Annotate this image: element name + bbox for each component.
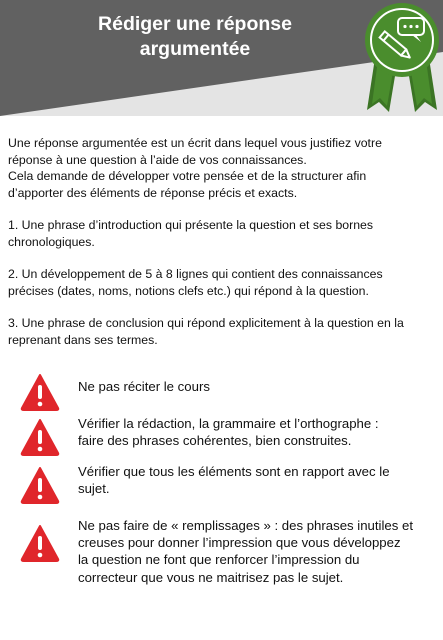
text-line: reprenant dans ses termes.: [8, 332, 158, 347]
text-line: 3. Une phrase de conclusion qui répond explicitement à la question en la: [8, 316, 404, 330]
text-line: Vérifier la rédaction, la grammaire et l’orthographe :: [78, 416, 379, 431]
text-line: creuses pour donner l’impression que vous développez: [78, 535, 401, 551]
text-line: la question ne font que renforcer l’impression du: [78, 552, 360, 568]
page-title: [60, 12, 330, 62]
warning-triangle-icon: [20, 418, 60, 456]
warning-text: [78, 378, 438, 395]
text-line: précises (dates, noms, notions clefs etc.) qui répond à la question.: [8, 283, 369, 298]
intro-text: [8, 135, 438, 364]
step-3-paragraph: [8, 315, 438, 348]
text-line: Une réponse argumentée est un écrit dans lequel vous justifiez votre: [8, 136, 382, 150]
text-line: chronologiques.: [8, 234, 95, 249]
text-line: correcteur que vous ne maitrisez pas le sujet.: [78, 569, 344, 585]
text-line: 1. Une phrase d’introduction qui présente la question et ses bornes: [8, 218, 374, 232]
warning-triangle-icon: [20, 373, 60, 411]
speech-bubble-pencil-ribbon-icon: [361, 0, 443, 116]
warning-text: [78, 517, 438, 586]
text-line: Ne pas réciter le cours: [78, 379, 210, 394]
text-line: sujet.: [78, 481, 110, 497]
intro-paragraph: [8, 135, 438, 201]
text-line: Cela demande de développer votre pensée et de la structurer afin: [8, 169, 367, 183]
title-line-1: Rédiger une réponse: [98, 13, 292, 35]
warning-text: [78, 463, 438, 497]
text-line: d’apporter des éléments de réponse précis et exacts.: [8, 185, 298, 200]
title-line-2: argumentée: [139, 38, 251, 60]
text-line: 2. Un développement de 5 à 8 lignes qui contient des connaissances: [8, 267, 383, 281]
step-1-paragraph: [8, 217, 438, 250]
warning-triangle-icon: [20, 466, 60, 504]
step-2-paragraph: [8, 266, 438, 299]
text-line: Vérifier que tous les éléments sont en rapport avec le: [78, 464, 390, 479]
text-line: Ne pas faire de « remplissages » : des phrases inutiles et: [78, 518, 413, 533]
text-line: faire des phrases cohérentes, bien construites.: [78, 433, 352, 449]
warning-triangle-icon: [20, 524, 60, 562]
text-line: réponse à une question à l’aide de vos connaissances.: [8, 152, 307, 167]
warning-text: [78, 415, 438, 449]
